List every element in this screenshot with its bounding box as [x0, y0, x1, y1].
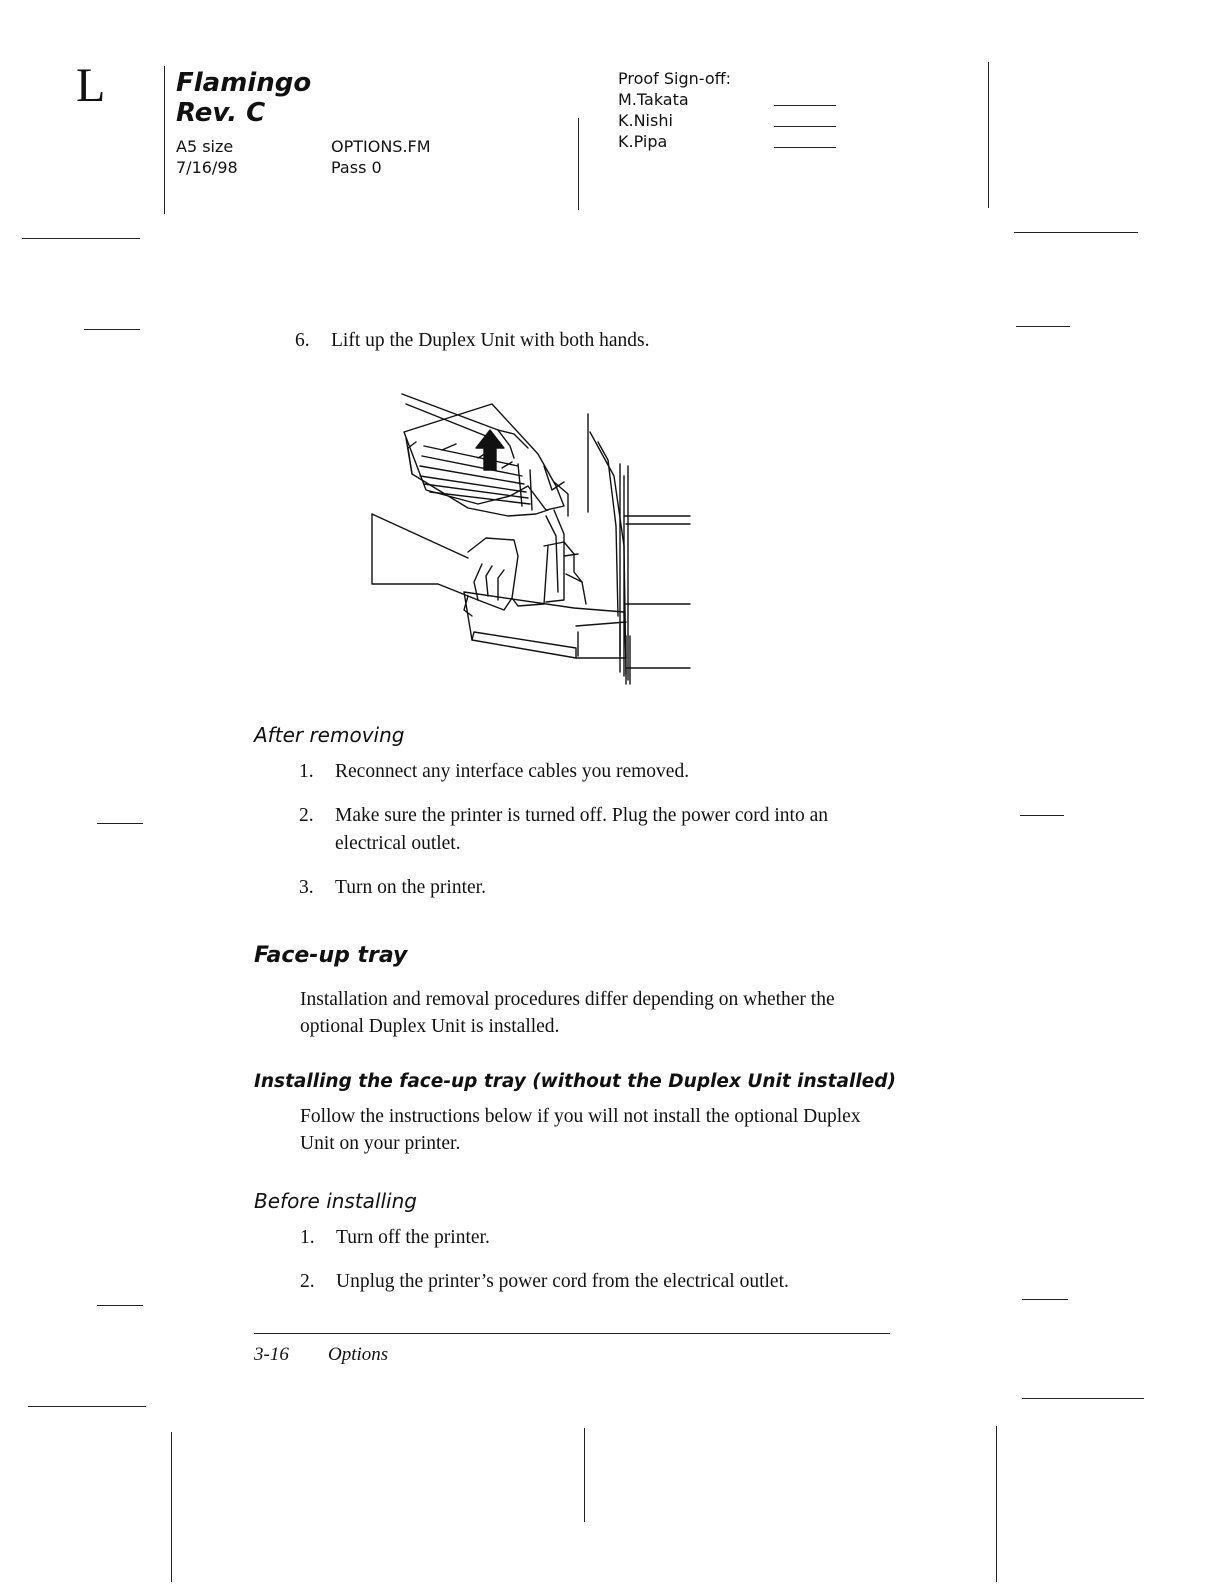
pass-label: Pass 0 [331, 158, 382, 177]
step-text: Turn off the printer. [336, 1227, 490, 1248]
step-text: Lift up the Duplex Unit with both hands. [331, 330, 650, 351]
after-removing-heading: After removing [254, 723, 405, 747]
crop-mark [84, 329, 140, 330]
signoff-line-2 [774, 126, 836, 127]
step-number: 2. [299, 805, 314, 826]
signer-2: K.Nishi [618, 111, 673, 130]
file-pass-block [331, 136, 431, 178]
crop-mark [1020, 815, 1064, 816]
section-name: Options [328, 1344, 389, 1365]
size-date-block [176, 136, 238, 178]
step-number: 3. [299, 877, 314, 898]
proof-signoff [618, 68, 731, 152]
header-divider-mid [578, 118, 579, 210]
size-label: A5 size [176, 137, 234, 156]
step-number: 2. [300, 1271, 315, 1292]
header-divider-right [988, 62, 989, 208]
signer-1: M.Takata [618, 90, 689, 109]
crop-mark [97, 823, 143, 824]
installing-heading: Installing the face-up tray (without the Duplex Unit installed) [254, 1071, 896, 1092]
signoff-line-3 [774, 147, 836, 148]
crop-mark [1022, 1398, 1144, 1399]
trim-mark [171, 1432, 172, 1582]
project-name: Flamingo [176, 68, 312, 98]
crop-mark [1016, 326, 1070, 327]
project-title [176, 68, 311, 128]
crop-mark [97, 1305, 143, 1306]
installing-intro: Follow the instructions below if you will not install the optional Duplex Unit on your printer. [300, 1106, 861, 1154]
corner-mark: L [76, 59, 106, 112]
face-up-tray-intro: Installation and removal procedures differ depending on whether the optional Duplex Unit is installed. [300, 989, 835, 1037]
before-installing-heading: Before installing [254, 1189, 417, 1213]
page-number: 3-16 [254, 1344, 289, 1365]
revision-label: Rev. C [176, 98, 266, 128]
face-up-tray-heading: Face-up tray [254, 943, 408, 968]
crop-mark [28, 1406, 146, 1407]
crop-mark [1022, 1299, 1068, 1300]
step-number: 6. [295, 330, 310, 351]
crop-mark [22, 238, 140, 239]
step-text: Reconnect any interface cables you removed. [335, 761, 690, 782]
date-label: 7/16/98 [176, 158, 238, 177]
proof-title: Proof Sign-off: [618, 69, 732, 88]
step-text: Make sure the printer is turned off. Plug the power cord into an electrical outlet. [335, 805, 828, 854]
trim-mark [584, 1428, 585, 1522]
footer-rule [254, 1333, 890, 1334]
signer-3: K.Pipa [618, 132, 668, 151]
signoff-line-1 [774, 105, 836, 106]
crop-mark [1014, 232, 1138, 233]
step-text: Turn on the printer. [335, 877, 486, 898]
duplex-unit-removal-illustration [368, 386, 698, 688]
step-number: 1. [300, 1227, 315, 1248]
trim-mark [996, 1426, 997, 1582]
file-label: OPTIONS.FM [331, 137, 431, 156]
step-number: 1. [299, 761, 314, 782]
header-divider-left [164, 66, 165, 214]
step-text: Unplug the printer’s power cord from the electrical outlet. [336, 1271, 789, 1292]
